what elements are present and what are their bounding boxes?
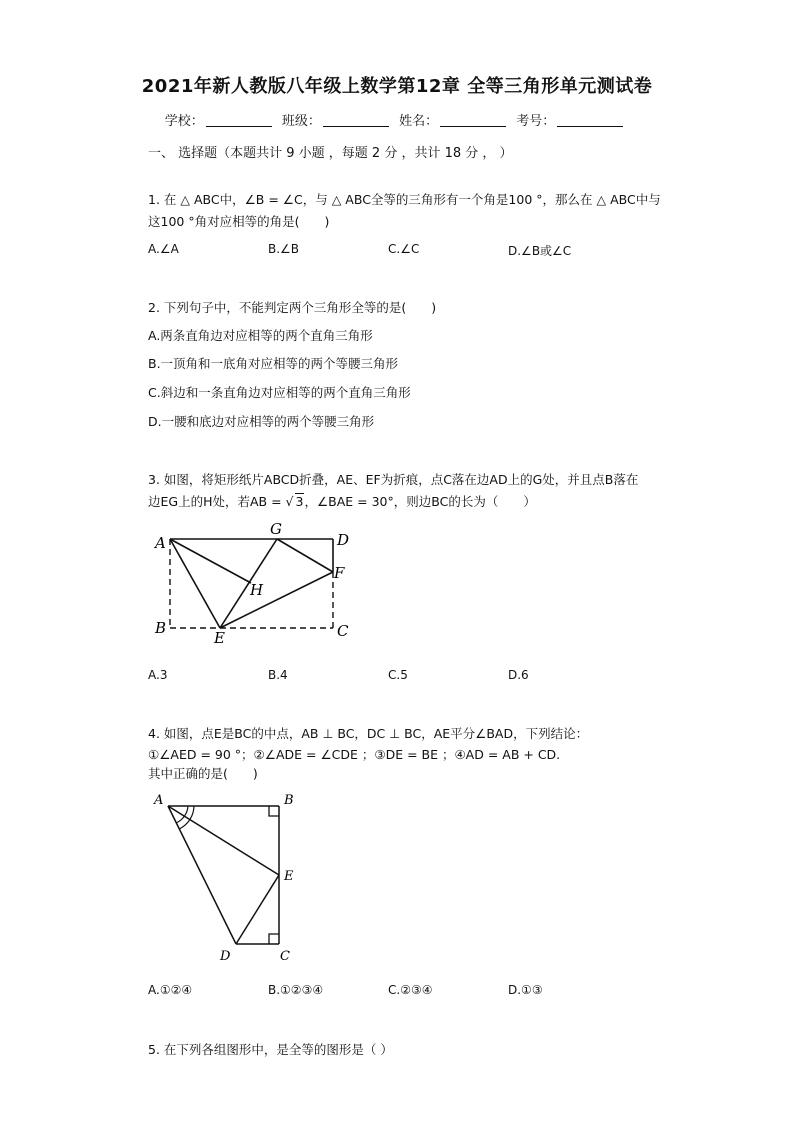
q3-label-f: F bbox=[334, 564, 345, 582]
q4-label-e: E bbox=[284, 869, 294, 884]
q4-option-c[interactable]: C.②③④ bbox=[388, 983, 433, 997]
q2-option-d[interactable]: D.一腰和底边对应相等的两个等腰三角形 bbox=[148, 414, 375, 429]
q4-option-b[interactable]: B.①②③④ bbox=[268, 983, 324, 997]
q4-stem-line3: 其中正确的是( ) bbox=[148, 766, 258, 781]
q2-stem: 2. 下列句子中，不能判定两个三角形全等的是( ) bbox=[148, 300, 437, 315]
q1-stem-line2: 这100 °角对应相等的角是( ) bbox=[148, 214, 330, 229]
q3-stem-line2 bbox=[148, 492, 536, 510]
q3-stem-line1: 3. 如图，将矩形纸片ABCD折叠，AE、EF为折痕，点C落在边AD上的G处，并且点B落在 bbox=[148, 472, 639, 487]
q5-stem: 5. 在下列各组图形中，是全等的图形是（ ） bbox=[148, 1042, 393, 1057]
exam-no-blank[interactable] bbox=[557, 126, 623, 127]
sqrt-symbol: √ bbox=[285, 494, 294, 509]
q1-option-d[interactable]: D.∠B或∠C bbox=[508, 244, 572, 258]
q4-option-d[interactable]: D.①③ bbox=[508, 983, 543, 997]
q4-label-d: D bbox=[220, 949, 231, 964]
q4-label-c: C bbox=[280, 949, 290, 964]
q3-label-g: G bbox=[270, 520, 282, 538]
q3-label-b: B bbox=[155, 619, 167, 637]
q4-label-a: A bbox=[154, 793, 164, 808]
q2-option-c[interactable]: C.斜边和一条直角边对应相等的两个直角三角形 bbox=[148, 385, 411, 400]
student-info-row bbox=[0, 110, 794, 129]
q3-label-e: E bbox=[214, 629, 225, 647]
q1-options bbox=[148, 242, 668, 262]
q4-options bbox=[148, 983, 668, 1003]
q1-option-c[interactable]: C.∠C bbox=[388, 242, 420, 256]
section-heading: 一、 选择题（本题共计 9 小题 ，每题 2 分 ，共计 18 分 ， ） bbox=[148, 146, 513, 161]
q4-option-a[interactable]: A.①②④ bbox=[148, 983, 193, 997]
name-label: 姓名： bbox=[399, 114, 439, 129]
q3-line2-pre: 边EG上的H处，若AB = bbox=[148, 494, 286, 509]
q2-option-b[interactable]: B.一顶角和一底角对应相等的两个等腰三角形 bbox=[148, 356, 399, 371]
q2-option-a[interactable]: A.两条直角边对应相等的两个直角三角形 bbox=[148, 328, 373, 343]
q4-stem-line2: ①∠AED = 90 °；②∠ADE = ∠CDE ；③DE = BE ；④AD = AB + CD. bbox=[148, 747, 561, 762]
q3-option-c[interactable]: C.5 bbox=[388, 668, 408, 682]
school-label: 学校： bbox=[164, 114, 204, 129]
q1-option-a[interactable]: A.∠A bbox=[148, 242, 179, 256]
page-title: 2021年新人教版八年级上数学第12章 全等三角形单元测试卷 bbox=[141, 76, 653, 97]
q1-stem-line1: 1. 在 △ ABC中，∠B = ∠C，与 △ ABC全等的三角形有一个角是100 °，那么在 △ ABC中与 bbox=[148, 192, 661, 207]
class-label: 班级： bbox=[281, 114, 321, 129]
q3-option-b[interactable]: B.4 bbox=[268, 668, 288, 682]
q3-options bbox=[148, 668, 668, 688]
q1-option-b[interactable]: B.∠B bbox=[268, 242, 300, 256]
q3-label-a: A bbox=[155, 534, 166, 552]
q3-label-d: D bbox=[337, 531, 350, 549]
q3-line2-post: ，∠BAE = 30°，则边BC的长为（ ） bbox=[304, 494, 536, 509]
q3-label-c: C bbox=[337, 622, 349, 640]
name-blank[interactable] bbox=[440, 126, 506, 127]
q4-label-b: B bbox=[284, 793, 294, 808]
class-blank[interactable] bbox=[323, 126, 389, 127]
q4-stem-line1: 4. 如图，点E是BC的中点，AB ⊥ BC，DC ⊥ BC，AE平分∠BAD，下列结论： bbox=[148, 726, 589, 741]
q3-option-d[interactable]: D.6 bbox=[508, 668, 529, 682]
school-blank[interactable] bbox=[206, 126, 272, 127]
q4-trapezoid-figure bbox=[148, 788, 308, 968]
q3-label-h: H bbox=[250, 581, 264, 599]
q3-rectangle-fold-figure bbox=[150, 518, 370, 653]
q3-option-a[interactable]: A.3 bbox=[148, 668, 168, 682]
sqrt-radicand: 3 bbox=[295, 494, 304, 509]
exam-no-label: 考号： bbox=[516, 114, 556, 129]
